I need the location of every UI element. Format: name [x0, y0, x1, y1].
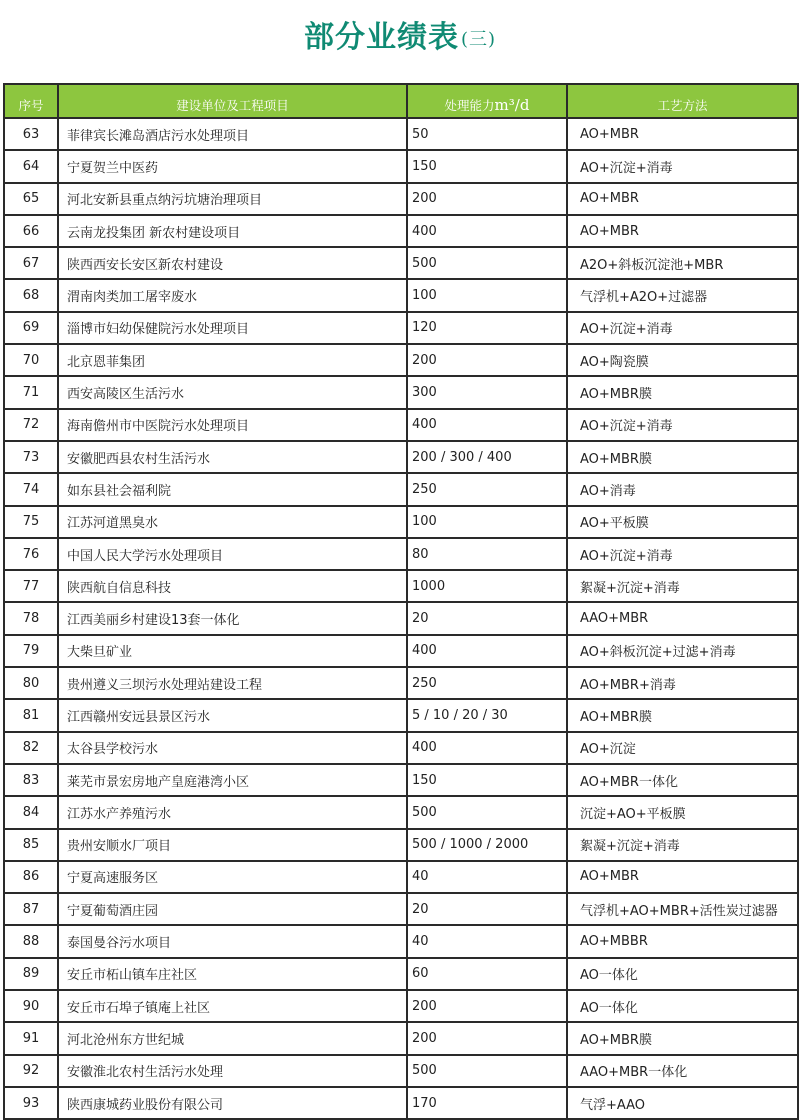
cell-project: 海南儋州市中医院污水处理项目 [58, 409, 407, 441]
cell-no: 63 [4, 118, 58, 150]
cell-project: 渭南肉类加工屠宰废水 [58, 279, 407, 311]
cell-capacity: 500 [407, 796, 567, 828]
cell-capacity: 500 / 1000 / 2000 [407, 829, 567, 861]
cell-process: AAO+MBR [567, 602, 798, 634]
cell-project: 陕西西安长安区新农村建设 [58, 247, 407, 279]
page-title-main: 部分业绩表 [303, 20, 459, 55]
cell-capacity: 40 [407, 925, 567, 957]
cell-no: 89 [4, 958, 58, 990]
cell-project: 中国人民大学污水处理项目 [58, 538, 407, 570]
table-row [4, 312, 798, 344]
table-row [4, 409, 798, 441]
header-no: 序号 [4, 84, 58, 118]
table-row [4, 829, 798, 861]
cell-capacity: 500 [407, 1055, 567, 1087]
cell-capacity: 250 [407, 667, 567, 699]
table-row [4, 215, 798, 247]
table-body [4, 118, 798, 1119]
cell-no: 70 [4, 344, 58, 376]
cell-project: 西安高陵区生活污水 [58, 376, 407, 408]
cell-project: 北京恩菲集团 [58, 344, 407, 376]
cell-no: 75 [4, 506, 58, 538]
cell-no: 69 [4, 312, 58, 344]
cell-capacity: 200 / 300 / 400 [407, 441, 567, 473]
header-capacity-unit: m³/d [494, 96, 530, 114]
table-row [4, 473, 798, 505]
cell-project: 安徽淮北农村生活污水处理 [58, 1055, 407, 1087]
cell-process: AO+沉淀 [567, 732, 798, 764]
cell-no: 77 [4, 570, 58, 602]
cell-no: 88 [4, 925, 58, 957]
cell-process: AO+MBR一体化 [567, 764, 798, 796]
cell-no: 81 [4, 699, 58, 731]
cell-capacity: 1000 [407, 570, 567, 602]
cell-project: 宁夏贺兰中医药 [58, 150, 407, 182]
table-row [4, 506, 798, 538]
cell-process: AO+MBBR [567, 925, 798, 957]
cell-process: AO+MBR [567, 183, 798, 215]
cell-no: 68 [4, 279, 58, 311]
cell-no: 87 [4, 893, 58, 925]
table-row [4, 925, 798, 957]
cell-no: 82 [4, 732, 58, 764]
cell-project: 江西美丽乡村建设13套一体化 [58, 602, 407, 634]
cell-project: 太谷县学校污水 [58, 732, 407, 764]
table-header-row [4, 84, 798, 118]
cell-no: 92 [4, 1055, 58, 1087]
cell-no: 78 [4, 602, 58, 634]
cell-process: AO一体化 [567, 990, 798, 1022]
cell-process: 絮凝+沉淀+消毒 [567, 570, 798, 602]
cell-capacity: 400 [407, 215, 567, 247]
table-row [4, 893, 798, 925]
cell-capacity: 400 [407, 635, 567, 667]
cell-capacity: 250 [407, 473, 567, 505]
table-row [4, 1055, 798, 1087]
table-row [4, 344, 798, 376]
cell-process: AO+消毒 [567, 473, 798, 505]
table-row [4, 958, 798, 990]
cell-process: AO+斜板沉淀+过滤+消毒 [567, 635, 798, 667]
cell-process: A2O+斜板沉淀池+MBR [567, 247, 798, 279]
cell-no: 91 [4, 1022, 58, 1054]
cell-process: AO+沉淀+消毒 [567, 538, 798, 570]
table-row [4, 990, 798, 1022]
cell-project: 安丘市石埠子镇庵上社区 [58, 990, 407, 1022]
cell-project: 宁夏葡萄酒庄园 [58, 893, 407, 925]
cell-process: AO+MBR [567, 118, 798, 150]
table-row [4, 247, 798, 279]
cell-process: 气浮机+AO+MBR+活性炭过滤器 [567, 893, 798, 925]
cell-project: 江苏河道黑臭水 [58, 506, 407, 538]
cell-project: 莱芜市景宏房地产皇庭港湾小区 [58, 764, 407, 796]
cell-no: 71 [4, 376, 58, 408]
cell-process: AO+平板膜 [567, 506, 798, 538]
page-title [0, 18, 800, 60]
cell-process: AAO+MBR一体化 [567, 1055, 798, 1087]
cell-project: 云南龙投集团 新农村建设项目 [58, 215, 407, 247]
cell-project: 淄博市妇幼保健院污水处理项目 [58, 312, 407, 344]
cell-capacity: 200 [407, 990, 567, 1022]
cell-project: 江西赣州安远县景区污水 [58, 699, 407, 731]
cell-no: 90 [4, 990, 58, 1022]
cell-capacity: 60 [407, 958, 567, 990]
cell-no: 80 [4, 667, 58, 699]
table-row [4, 376, 798, 408]
cell-process: AO+MBR膜 [567, 376, 798, 408]
cell-no: 74 [4, 473, 58, 505]
cell-no: 73 [4, 441, 58, 473]
cell-capacity: 50 [407, 118, 567, 150]
cell-no: 85 [4, 829, 58, 861]
cell-process: AO+沉淀+消毒 [567, 409, 798, 441]
table-row [4, 1022, 798, 1054]
performance-table [3, 83, 799, 1120]
cell-capacity: 200 [407, 1022, 567, 1054]
cell-process: 絮凝+沉淀+消毒 [567, 829, 798, 861]
cell-no: 72 [4, 409, 58, 441]
table-row [4, 602, 798, 634]
cell-project: 河北沧州东方世纪城 [58, 1022, 407, 1054]
cell-process: AO+MBR+消毒 [567, 667, 798, 699]
table-row [4, 279, 798, 311]
table-row [4, 538, 798, 570]
cell-process: AO+MBR膜 [567, 1022, 798, 1054]
table-row [4, 118, 798, 150]
cell-capacity: 120 [407, 312, 567, 344]
cell-process: AO+MBR膜 [567, 699, 798, 731]
table-row [4, 796, 798, 828]
cell-capacity: 150 [407, 764, 567, 796]
cell-capacity: 150 [407, 150, 567, 182]
cell-capacity: 20 [407, 893, 567, 925]
cell-project: 泰国曼谷污水项目 [58, 925, 407, 957]
cell-process: 沉淀+AO+平板膜 [567, 796, 798, 828]
table-row [4, 861, 798, 893]
header-capacity [407, 84, 567, 118]
cell-capacity: 400 [407, 732, 567, 764]
cell-no: 79 [4, 635, 58, 667]
cell-process: AO+MBR膜 [567, 441, 798, 473]
cell-project: 如东县社会福利院 [58, 473, 407, 505]
cell-no: 86 [4, 861, 58, 893]
table-row [4, 764, 798, 796]
cell-project: 贵州遵义三坝污水处理站建设工程 [58, 667, 407, 699]
cell-capacity: 200 [407, 183, 567, 215]
cell-capacity: 170 [407, 1087, 567, 1119]
cell-capacity: 300 [407, 376, 567, 408]
cell-process: AO+沉淀+消毒 [567, 312, 798, 344]
cell-process: AO+沉淀+消毒 [567, 150, 798, 182]
cell-capacity: 200 [407, 344, 567, 376]
table-row [4, 732, 798, 764]
cell-process: AO+陶瓷膜 [567, 344, 798, 376]
table-row [4, 183, 798, 215]
cell-no: 76 [4, 538, 58, 570]
cell-project: 江苏水产养殖污水 [58, 796, 407, 828]
table-row [4, 570, 798, 602]
table-row [4, 150, 798, 182]
cell-project: 大柴旦矿业 [58, 635, 407, 667]
cell-no: 84 [4, 796, 58, 828]
table-row [4, 667, 798, 699]
cell-no: 64 [4, 150, 58, 182]
cell-no: 83 [4, 764, 58, 796]
cell-project: 安徽肥西县农村生活污水 [58, 441, 407, 473]
cell-no: 67 [4, 247, 58, 279]
cell-project: 宁夏高速服务区 [58, 861, 407, 893]
cell-capacity: 5 / 10 / 20 / 30 [407, 699, 567, 731]
header-process: 工艺方法 [567, 84, 798, 118]
cell-capacity: 20 [407, 602, 567, 634]
cell-project: 陕西航自信息科技 [58, 570, 407, 602]
cell-capacity: 100 [407, 279, 567, 311]
cell-process: AO一体化 [567, 958, 798, 990]
cell-process: 气浮+AAO [567, 1087, 798, 1119]
table-row [4, 635, 798, 667]
cell-no: 93 [4, 1087, 58, 1119]
cell-no: 66 [4, 215, 58, 247]
cell-project: 菲律宾长滩岛酒店污水处理项目 [58, 118, 407, 150]
cell-project: 贵州安顺水厂项目 [58, 829, 407, 861]
header-capacity-label: 处理能力 [444, 98, 495, 113]
page-title-sub: (三) [460, 29, 497, 50]
cell-project: 河北安新县重点纳污坑塘治理项目 [58, 183, 407, 215]
cell-capacity: 80 [407, 538, 567, 570]
cell-no: 65 [4, 183, 58, 215]
cell-process: 气浮机+A2O+过滤器 [567, 279, 798, 311]
cell-project: 陕西康城药业股份有限公司 [58, 1087, 407, 1119]
table-row [4, 699, 798, 731]
table-row [4, 1087, 798, 1119]
cell-capacity: 500 [407, 247, 567, 279]
cell-capacity: 100 [407, 506, 567, 538]
header-project: 建设单位及工程项目 [58, 84, 407, 118]
cell-capacity: 400 [407, 409, 567, 441]
cell-project: 安丘市柘山镇车庄社区 [58, 958, 407, 990]
cell-process: AO+MBR [567, 861, 798, 893]
cell-capacity: 40 [407, 861, 567, 893]
cell-process: AO+MBR [567, 215, 798, 247]
table-row [4, 441, 798, 473]
